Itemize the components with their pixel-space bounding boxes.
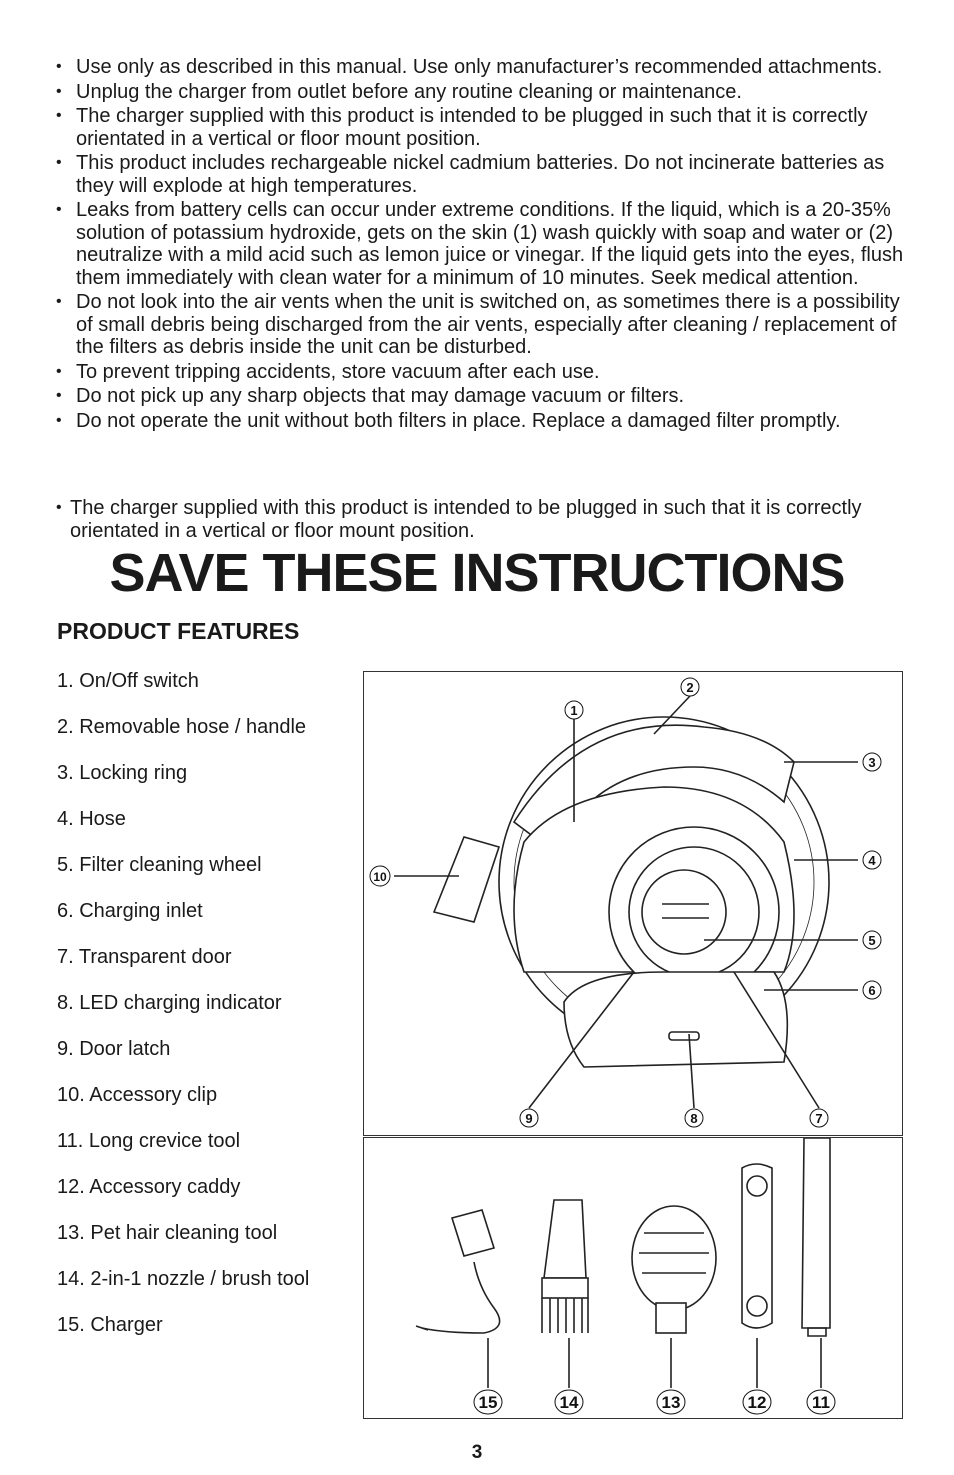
feature-item: 12. Accessory caddy: [57, 1176, 241, 1198]
bullet-item: • To prevent tripping accidents, store vacuum after each use.: [56, 361, 916, 384]
callout-5: [863, 931, 881, 949]
accessories-diagram: [363, 1137, 903, 1419]
feature-item: 11. Long crevice tool: [57, 1130, 241, 1152]
feature-item: 7. Transparent door: [57, 946, 232, 968]
vacuum-illustration: [364, 672, 902, 1135]
callout-3: [863, 753, 881, 771]
svg-text:1: 1: [570, 703, 578, 718]
svg-text:15: 15: [478, 1393, 498, 1412]
callout-9: [520, 1109, 538, 1127]
svg-text:12: 12: [747, 1393, 767, 1412]
feature-item: 13. Pet hair cleaning tool: [57, 1222, 278, 1244]
callout-2: [681, 678, 699, 696]
callout-15: [474, 1390, 502, 1414]
bullet-item: • Do not operate the unit without both filters in place. Replace a damaged filter promptly.: [56, 410, 916, 433]
bullet-item: • Use only as described in this manual. Use only manufacturer’s recommended attachments.: [56, 56, 916, 79]
bullet-item: • Unplug the charger from outlet before any routine cleaning or maintenance.: [56, 81, 916, 104]
feature-item: 15. Charger: [57, 1314, 163, 1336]
svg-text:6: 6: [868, 983, 876, 998]
feature-item: 8. LED charging indicator: [57, 992, 282, 1014]
callout-4: [863, 851, 881, 869]
extra-bullet: • The charger supplied with this product is intended to be plugged in such that it is correctly orientated in a vertical or floor mount position.: [56, 497, 930, 542]
callout-7: [810, 1109, 828, 1127]
feature-item: 1. On/Off switch: [57, 670, 199, 692]
page-number: 3: [471, 1442, 483, 1463]
callout-13: [657, 1390, 685, 1414]
svg-text:7: 7: [815, 1111, 823, 1126]
feature-item: 4. Hose: [57, 808, 126, 830]
vacuum-diagram: [363, 671, 903, 1136]
svg-text:10: 10: [373, 870, 387, 884]
feature-item: 5. Filter cleaning wheel: [57, 854, 262, 876]
svg-text:8: 8: [690, 1111, 698, 1126]
svg-text:13: 13: [661, 1393, 681, 1412]
callout-14: [555, 1390, 583, 1414]
callout-11: [807, 1390, 835, 1414]
feature-item: 3. Locking ring: [57, 762, 188, 784]
callout-12: [743, 1390, 771, 1414]
feature-item: 14. 2-in-1 nozzle / brush tool: [57, 1268, 310, 1290]
bullet-item: • Do not look into the air vents when the unit is switched on, as sometimes there is a possibility of small debris being discharged from the air vents, especially after cleaning / replacement of the filters as debris inside the unit can be disturbed.: [56, 291, 916, 359]
bullet-item: • Leaks from battery cells can occur under extreme conditions. If the liquid, which is a 20-35% solution of potassium hydroxide, gets on the skin (1) wash quickly with soap and water or (2) neutralize with a mild acid such as lemon juice or vinegar. If the liquid gets into the eyes, flush them immediately with clean water for a minimum of 10 minutes. Seek medical attention.: [56, 199, 916, 289]
feature-item: 10. Accessory clip: [57, 1084, 218, 1106]
svg-text:5: 5: [868, 933, 876, 948]
svg-text:14: 14: [559, 1393, 579, 1412]
feature-item: 6. Charging inlet: [57, 900, 203, 922]
bullet-item: • Do not pick up any sharp objects that may damage vacuum or filters.: [56, 385, 916, 408]
svg-text:2: 2: [686, 680, 694, 695]
features-list: [57, 670, 347, 1360]
svg-text:4: 4: [868, 853, 876, 868]
bullet-item: • This product includes rechargeable nickel cadmium batteries. Do not incinerate batteries as they will explode at high temperatures.: [56, 152, 916, 197]
callout-8: [685, 1109, 703, 1127]
save-instructions-heading: SAVE THESE INSTRUCTIONS: [109, 543, 845, 603]
svg-text:9: 9: [525, 1111, 533, 1126]
accessories-illustration: [364, 1138, 902, 1418]
callout-6: [863, 981, 881, 999]
feature-item: 2. Removable hose / handle: [57, 716, 307, 738]
callout-1: [565, 701, 583, 719]
feature-item: 9. Door latch: [57, 1038, 171, 1060]
product-features-heading: PRODUCT FEATURES: [57, 618, 300, 644]
safety-bullet-list: [56, 56, 916, 434]
callout-10: [370, 866, 390, 886]
bullet-item: • The charger supplied with this product is intended to be plugged in such that it is correctly orientated in a vertical or floor mount position.: [56, 105, 916, 150]
svg-text:11: 11: [812, 1393, 830, 1412]
svg-text:3: 3: [868, 755, 876, 770]
